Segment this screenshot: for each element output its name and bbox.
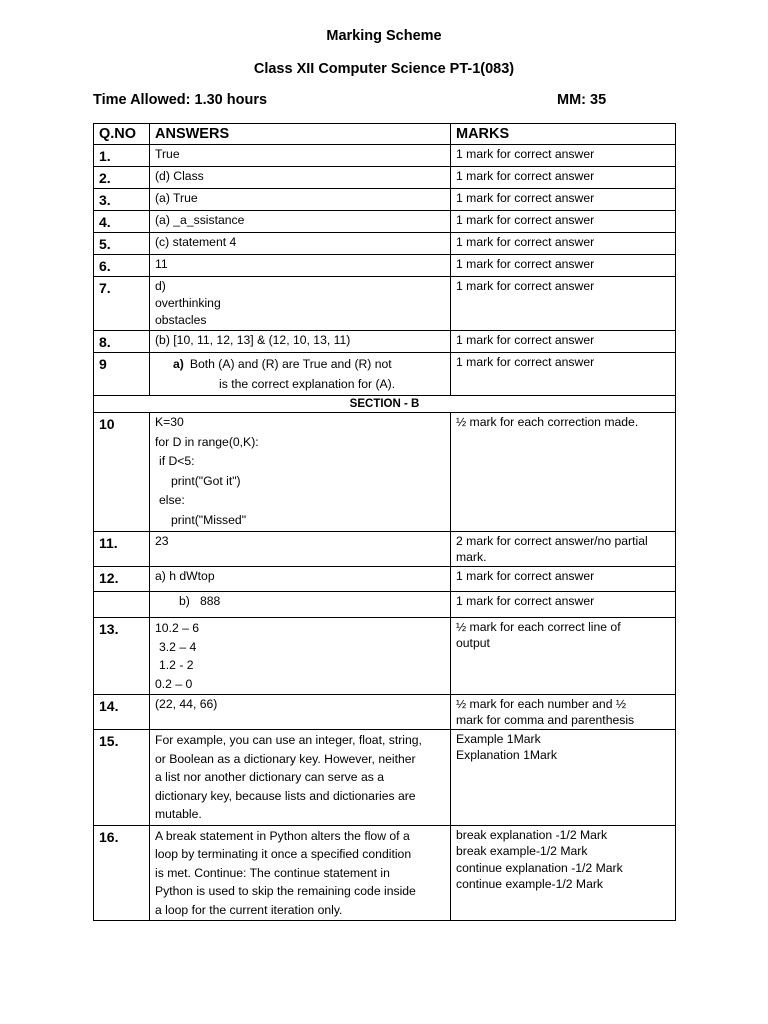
- marks-cell: [451, 695, 676, 730]
- marks-cell: [451, 353, 676, 396]
- table-row: [94, 167, 676, 189]
- answer-line: (a) True: [155, 191, 198, 205]
- marks-line: 1 mark for correct answer: [456, 569, 595, 583]
- marks-line: 1 mark for correct answer: [456, 235, 595, 249]
- document-subtitle: Class XII Computer Science PT-1(083): [253, 61, 515, 77]
- answer-line: is met. Continue: The continue statement in: [155, 865, 390, 880]
- answer-cell: [150, 532, 451, 567]
- answer-line: 10.2 – 6: [155, 621, 200, 635]
- answer-line: True: [155, 147, 180, 161]
- marks-line: Example 1Mark: [456, 732, 541, 746]
- answer-cell: [150, 167, 451, 189]
- marks-cell: [451, 618, 676, 695]
- marks-line: 1 mark for correct answer: [456, 213, 595, 227]
- question-number: 15.: [94, 730, 150, 826]
- marking-table: [93, 123, 676, 921]
- table-row: [94, 211, 676, 233]
- marks-cell: [451, 592, 676, 618]
- answer-cell: [150, 695, 451, 730]
- question-number: 9: [94, 353, 150, 396]
- answer-line: loop by terminating it once a specified condition: [155, 847, 412, 861]
- marks-line: 1 mark for correct answer: [456, 594, 595, 608]
- table-row: [94, 233, 676, 255]
- answer-cell: [150, 211, 451, 233]
- answer-line: Both (A) and (R) are True and (R) not: [189, 357, 392, 371]
- marks-line: 1 mark for correct answer: [456, 333, 595, 347]
- table-row: [94, 145, 676, 167]
- question-number: 10: [94, 413, 150, 532]
- question-number: 14.: [94, 695, 150, 730]
- answer-line: 3.2 – 4: [159, 639, 197, 654]
- marks-cell: [451, 145, 676, 167]
- marks-line: 1 mark for correct answer: [456, 355, 595, 369]
- marks-cell: [451, 277, 676, 331]
- marks-line: 1 mark for correct answer: [456, 257, 595, 271]
- answer-cell: [150, 413, 451, 532]
- question-number: 1.: [94, 145, 150, 167]
- table-row: [94, 592, 676, 618]
- marks-cell: [451, 189, 676, 211]
- answer-cell: [150, 233, 451, 255]
- answer-option: [155, 354, 445, 394]
- question-number: 8.: [94, 331, 150, 353]
- marks-line: break example-1/2 Mark: [456, 844, 588, 858]
- answer-line: d): [155, 279, 166, 293]
- table-row: [94, 532, 676, 567]
- question-number: 13.: [94, 618, 150, 695]
- marks-cell: [451, 233, 676, 255]
- marks-line: ½ mark for each correction made.: [456, 415, 639, 429]
- table-row: [94, 695, 676, 730]
- answer-line: (b) [10, 11, 12, 13] & (12, 10, 13, 11): [155, 333, 351, 347]
- table-row: [94, 413, 676, 532]
- marks-cell: [451, 825, 676, 921]
- header-marks: MARKS: [451, 124, 676, 145]
- option-label: a): [173, 357, 184, 371]
- answer-line: a list nor another dictionary can serve as a: [155, 770, 384, 784]
- code-line: print("Missed": [171, 512, 247, 527]
- marks-cell: [451, 532, 676, 567]
- table-row: [94, 825, 676, 921]
- table-row: [94, 277, 676, 331]
- section-b-heading: SECTION - B: [94, 396, 676, 413]
- marks-cell: [451, 730, 676, 826]
- answer-line: 11: [155, 257, 168, 271]
- answer-cell: [150, 618, 451, 695]
- answer-line: a loop for the current iteration only.: [155, 902, 343, 917]
- answer-cell: [150, 592, 451, 618]
- marks-cell: [451, 331, 676, 353]
- table-row: [94, 255, 676, 277]
- answer-line: obstacles: [155, 313, 207, 327]
- table-row: [94, 353, 676, 396]
- answer-line: b) 888: [179, 594, 221, 608]
- answer-line: (d) Class: [155, 169, 204, 183]
- marks-line: continue example-1/2 Mark: [456, 877, 603, 891]
- answer-line: mutable.: [155, 807, 202, 821]
- marks-line: ½ mark for each correct line of: [456, 620, 621, 634]
- answer-cell: [150, 145, 451, 167]
- table-header-row: [94, 124, 676, 145]
- answer-line: 1.2 - 2: [159, 658, 194, 672]
- answer-cell: [150, 189, 451, 211]
- table-row: [94, 730, 676, 826]
- document-title: Marking Scheme: [326, 28, 442, 44]
- table-row: [94, 618, 676, 695]
- header-answers: ANSWERS: [150, 124, 451, 145]
- question-number: 5.: [94, 233, 150, 255]
- section-row: [94, 396, 676, 413]
- marks-cell: [451, 211, 676, 233]
- question-number: 3.: [94, 189, 150, 211]
- marks-line: continue explanation -1/2 Mark: [456, 860, 623, 875]
- answer-cell: [150, 730, 451, 826]
- table-row: [94, 331, 676, 353]
- answer-line: dictionary key, because lists and dictionaries are: [155, 788, 416, 803]
- marks-cell: [451, 167, 676, 189]
- time-allowed: Time Allowed: 1.30 hours: [93, 92, 268, 108]
- answer-cell: [150, 567, 451, 592]
- answer-line: or Boolean as a dictionary key. However, neither: [155, 751, 416, 766]
- marks-line: break explanation -1/2 Mark: [456, 827, 608, 842]
- marks-line: ½ mark for each number and ½: [456, 697, 627, 711]
- answer-cell: [150, 331, 451, 353]
- answer-line: a) h dWtop: [155, 569, 215, 583]
- marks-line: 1 mark for correct answer: [456, 191, 595, 205]
- code-line: else:: [159, 493, 185, 507]
- code-line: for D in range(0,K):: [155, 434, 259, 449]
- question-number: 7.: [94, 277, 150, 331]
- table-row: [94, 189, 676, 211]
- question-number: 4.: [94, 211, 150, 233]
- code-line: print("Got it"): [171, 473, 241, 488]
- answer-line: (a) _a_ssistance: [155, 213, 245, 227]
- answer-line: 23: [155, 534, 169, 548]
- question-number: [94, 592, 150, 618]
- answer-cell: [150, 255, 451, 277]
- question-number: 12.: [94, 567, 150, 592]
- answer-line: A break statement in Python alters the flow of a: [155, 828, 410, 843]
- marks-line: Explanation 1Mark: [456, 748, 557, 762]
- answer-cell: [150, 277, 451, 331]
- max-marks: MM: 35: [557, 92, 607, 108]
- table-row: [94, 567, 676, 592]
- answer-cell: [150, 353, 451, 396]
- marks-line: 1 mark for correct answer: [456, 147, 595, 161]
- code-line: K=30: [155, 415, 184, 429]
- code-line: if D<5:: [159, 454, 195, 468]
- marks-line: output: [456, 636, 490, 650]
- marks-cell: [451, 567, 676, 592]
- answer-line: Python is used to skip the remaining code inside: [155, 884, 416, 898]
- question-number: 11.: [94, 532, 150, 567]
- answer-line: 0.2 – 0: [155, 676, 193, 691]
- marks-cell: [451, 413, 676, 532]
- marks-line: mark.: [456, 550, 487, 564]
- question-number: 2.: [94, 167, 150, 189]
- answer-cell: [150, 825, 451, 921]
- answer-line: (c) statement 4: [155, 235, 237, 249]
- marks-line: mark for comma and parenthesis: [456, 713, 635, 727]
- answer-line: overthinking: [155, 296, 221, 310]
- header-qno: Q.NO: [94, 124, 150, 145]
- answer-line: (22, 44, 66): [155, 697, 218, 711]
- marks-line: 1 mark for correct answer: [456, 279, 595, 293]
- question-number: 16.: [94, 825, 150, 921]
- question-number: 6.: [94, 255, 150, 277]
- answer-line: For example, you can use an integer, float, string,: [155, 733, 422, 747]
- answer-line: is the correct explanation for (A).: [219, 377, 396, 391]
- marks-line: 1 mark for correct answer: [456, 169, 595, 183]
- marks-cell: [451, 255, 676, 277]
- marks-line: 2 mark for correct answer/no partial: [456, 534, 648, 548]
